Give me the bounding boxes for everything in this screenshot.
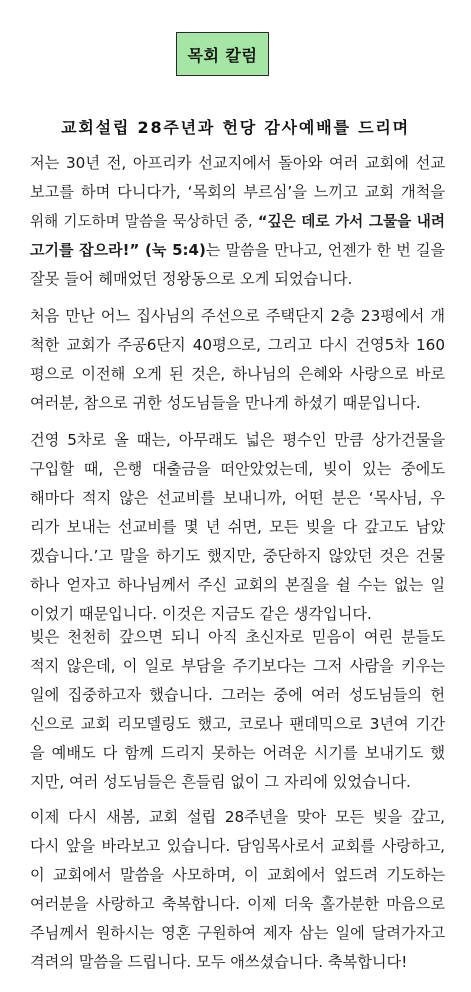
paragraph-line: 빚은 천천히 갚으면 되니 아직 초신자로 믿음이 여린 분들도 bbox=[30, 628, 445, 646]
paragraph-line: 저는 30년 전, 아프리카 선교지에서 돌아와 여러 교회에 선교 bbox=[30, 154, 445, 172]
paragraph-line: 을 예배도 다 함께 드리지 못하는 어려운 시기를 보내기도 했 bbox=[30, 744, 445, 762]
paragraph-line: 겠습니다.’고 말을 하기도 했지만, 중단하지 않았던 것은 건물 bbox=[30, 547, 445, 565]
paragraph-line: 적지 않은데, 이 일로 부담을 주기보다는 그저 사람을 키우는 bbox=[30, 657, 445, 675]
paragraph-line: 일에 집중하고자 했습니다. 그러는 중에 여러 성도님들의 헌 bbox=[30, 686, 445, 704]
paragraph-1 bbox=[30, 149, 445, 294]
paragraph-line: 지만, 여러 성도님들은 흔들림 없이 그 자리에 있었습니다. bbox=[30, 773, 411, 791]
paragraph-line: 구입할 때, 은행 대출금을 떠안았었는데, 빚이 있는 중에도 bbox=[30, 460, 445, 478]
paragraph-line: 리가 보내는 선교비를 몇 년 쉬면, 모든 빚을 다 갚고도 남았 bbox=[30, 518, 445, 536]
paragraph-line: 고기를 잡으라!” (눅 5:4)는 말씀을 만나고, 언젠가 한 번 길을 bbox=[30, 241, 445, 259]
paragraph-line: 격려의 말씀을 드립니다. 모두 애쓰셨습니다. 축복합니다! bbox=[30, 953, 408, 971]
paragraph-line: 여러분, 참으로 귀한 성도님들을 만나게 하셨기 때문입니다. bbox=[30, 394, 421, 412]
scripture-quote: 고기를 잡으라!” (눅 5:4) bbox=[30, 241, 206, 259]
paragraph-5 bbox=[30, 803, 445, 977]
paragraph-line: 주님께서 원하시는 영혼 구원하여 제자 삼는 일에 달려가자고 bbox=[30, 924, 445, 942]
paragraph-line: 위해 기도하며 말씀을 묵상하던 중, “깊은 데로 가서 그물을 내려 bbox=[30, 213, 445, 230]
paragraph-line: 처음 만난 어느 집사님의 주선으로 주택단지 2층 23평에서 개 bbox=[30, 307, 445, 325]
paragraph-2 bbox=[30, 302, 445, 418]
paragraph-line: 여러분을 사랑하고 축복합니다. 이제 더욱 홀가분한 마음으로 bbox=[30, 895, 445, 913]
paragraph-line: 해마다 적지 않은 선교비를 보내니까, 어떤 분은 ‘목사님, 우 bbox=[30, 489, 445, 507]
column-header-label: 목회 칼럼 bbox=[187, 45, 258, 65]
column-title: 교회설립 28주년과 헌당 감사예배를 드리며 bbox=[61, 118, 410, 137]
scripture-quote: “깊은 데로 가서 그물을 내려 bbox=[257, 213, 445, 230]
column-header-badge bbox=[176, 32, 269, 76]
paragraph-line: 다시 앞을 바라보고 있습니다. 담임목사로서 교회를 사랑하고, bbox=[30, 837, 445, 855]
paragraph-line: 평으로 이전해 오게 된 것은, 하나님의 은혜와 사랑으로 바로 bbox=[30, 365, 445, 383]
paragraph-line: 하나 얻자고 하나님께서 주신 교회의 본질을 쉴 수는 없는 일 bbox=[30, 576, 445, 594]
paragraph-line: 건영 5차로 올 때는, 아무래도 넓은 평수인 만큼 상가건물을 bbox=[30, 431, 445, 449]
paragraph-line: 신으로 교회 리모델링도 했고, 코로나 팬데믹으로 3년여 기간 bbox=[30, 715, 445, 733]
paragraph-4 bbox=[30, 623, 445, 797]
paragraph-line: 보고를 하며 다니다가, ‘목회의 부르심’을 느끼고 교회 개척을 bbox=[30, 183, 445, 201]
paragraph-3 bbox=[30, 426, 445, 629]
paragraph-line: 이 교회에서 말씀을 사모하며, 이 교회에서 엎드려 기도하는 bbox=[30, 866, 445, 884]
paragraph-line: 이제 다시 새봄, 교회 설립 28주년을 맞아 모든 빚을 갚고, bbox=[30, 808, 445, 826]
paragraph-line: 잘못 들어 헤매었던 정왕동으로 오게 되었습니다. bbox=[30, 270, 353, 288]
paragraph-line: 이었기 때문입니다. 이것은 지금도 같은 생각입니다. bbox=[30, 605, 372, 623]
paragraph-line: 척한 교회가 주공6단지 40평으로, 그리고 다시 건영5차 160 bbox=[30, 336, 445, 354]
